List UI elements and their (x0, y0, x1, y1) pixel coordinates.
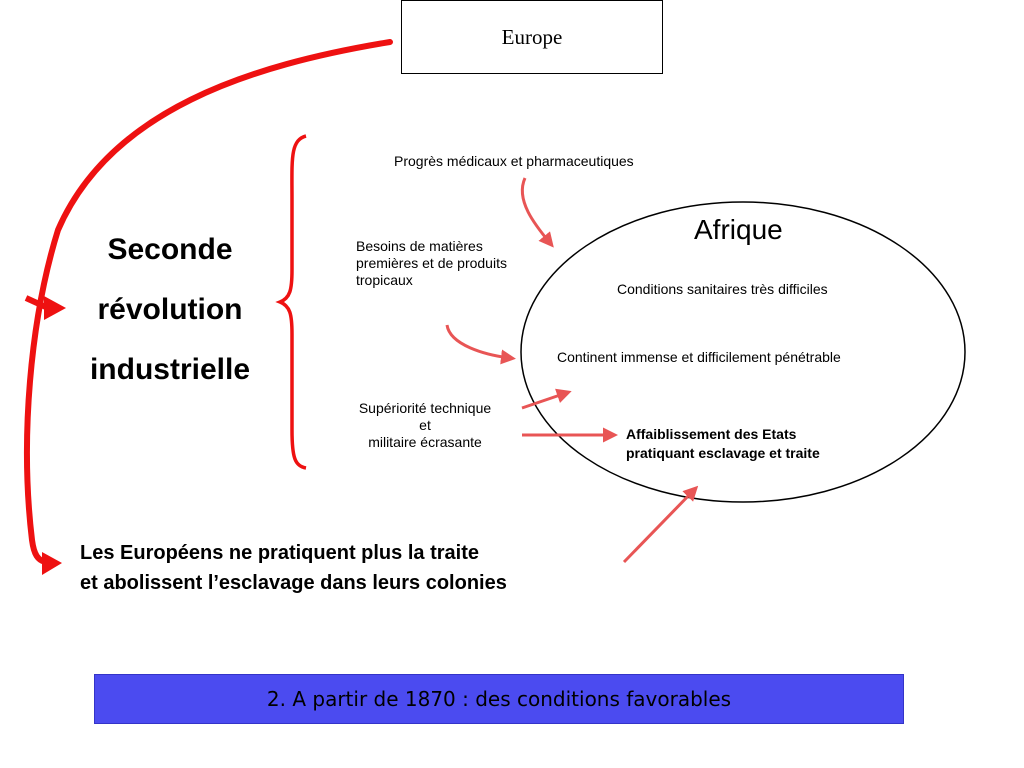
revolution-arrow-head (44, 296, 66, 320)
europe-label: Europe (501, 24, 563, 49)
superiorite-line-3: militaire écrasante (368, 434, 482, 450)
section-title-banner (94, 674, 904, 724)
curly-brace (280, 136, 306, 468)
progres-medicaux-text: Progrès médicaux et pharmaceutiques (394, 153, 634, 169)
affaiblissement-line-2: pratiquant esclavage et traite (626, 445, 820, 461)
superiorite-arrow-1 (522, 393, 566, 408)
seconde-revolution-industrielle (70, 220, 270, 400)
conditions-sanitaires-text: Conditions sanitaires très difficiles (617, 281, 828, 297)
progres-arrow (522, 178, 550, 243)
affaiblissement-line-1: Affaiblissement des Etats (626, 426, 797, 442)
continent-immense-text: Continent immense et difficilement pénétrable (557, 349, 841, 365)
revolution-line-2: révolution (97, 293, 243, 326)
europeens-text (80, 538, 507, 598)
europeens-line-2: et abolissent l’esclavage dans leurs colonies (80, 572, 507, 594)
afrique-title: Afrique (694, 214, 783, 245)
revolution-line-1: Seconde (107, 233, 233, 266)
superiorite-text (336, 400, 514, 451)
europeens-line-1: Les Européens ne pratiquent plus la traite (80, 542, 479, 564)
revolution-line-3: industrielle (89, 353, 251, 386)
europeens-affaiblissement-arrow (624, 490, 694, 562)
besoins-matieres-text: Besoins de matières premières et de produits tropicaux (356, 238, 507, 288)
besoins-arrow (447, 325, 510, 358)
banner-title: 2. A partir de 1870 : des conditions favorables (266, 687, 732, 711)
superiorite-line-2: et (419, 417, 431, 433)
affaiblissement-text (626, 425, 820, 463)
superiorite-line-1: Supériorité technique (358, 400, 492, 416)
europe-box (401, 0, 663, 74)
europeens-arrow-head (42, 552, 62, 575)
